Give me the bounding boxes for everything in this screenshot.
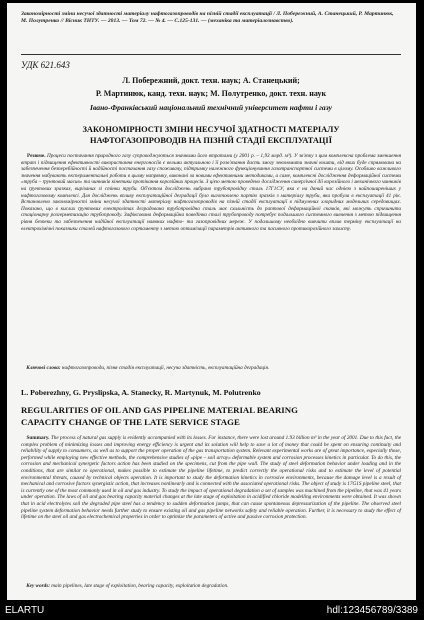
ua-keywords: [21, 365, 401, 372]
handle-link[interactable]: hdl:123456789/3389: [326, 605, 418, 616]
en-authors: L. Poberezhny, G. Pryslipska, A. Stanecky, R. Martynuk, M. Polutrenko: [21, 388, 261, 397]
viewer-footer: [0, 601, 424, 620]
repository-label: ELARTU: [5, 605, 45, 616]
en-abstract-label: Summary.: [26, 435, 50, 441]
ua-title-line2: НАФТОГАЗОПРОВОДІВ НА ПІЗНІЙ СТАДІЇ ЕКСПЛУАТАЦІЇ: [90, 136, 332, 145]
ua-authors-line1: Л. Побережний, докт. техн. наук; А. Станецький;: [122, 76, 300, 85]
citation-header: Закономірності зміни несучої здатності матеріалу нафтогазопроводів на пізній стадії експлуатації / Л. Побережний, А. Станецький, Р. Мартинюк, М. Полутренко // Вісник ТНТУ. — 2013. — Том 72. — № 4. — С.125-131. — (механіка та матеріалознавство).: [21, 11, 394, 24]
en-keywords-text: main pipelines, late stage of exploitation, bearing capacity, exploitation degradation.: [51, 583, 229, 589]
ua-keywords-label: Ключові слова:: [26, 365, 61, 371]
header-rule: [21, 54, 401, 55]
ua-abstract-label: Резюме.: [26, 153, 46, 159]
en-keywords: [21, 583, 401, 590]
udk-code: УДК 621.643: [21, 60, 70, 70]
ua-authors-line2: Р. Мартинюк, канд. техн. наук; М. Полутренко, докт. техн. наук: [95, 89, 327, 98]
en-keywords-label: Key words:: [26, 583, 50, 589]
ua-abstract: [21, 153, 401, 367]
en-title-line1: REGULARITIES OF OIL AND GAS PIPELINE MATERIAL BEARING: [21, 405, 298, 415]
en-title-line2: CAPACITY CHANGE OF THE LATE SERVICE STAGE: [21, 417, 240, 427]
ua-keywords-text: нафтогазопроводи, пізня стадія експлуатації, несуча здатність, експлуатаційна деградація.: [61, 365, 270, 371]
ua-title-line1: ЗАКОНОМІРНОСТІ ЗМІНИ НЕСУЧОЇ ЗДАТНОСТІ МАТЕРІАЛУ: [82, 125, 340, 134]
en-abstract-text: The process of natural gas supply is evidently accompanied with its losses. For instance, there were lost around 1.93 billion m³ in the year of 2001. Due to this fact, the complex problem of minimizing losses and improving energy efficiency is urgent and its solution will help to save a lot of money that could be spent on ensuring continuity and reliability of supply to consumers, as well as to support the proper operation of the gas transportation system. Relevant experimental works are of great importance, especially those, performed while employing new effective methods, the comprehensive studies of «pipe – soil array» deformable system and corrosion processes kinetics in particular. To do this, the corrosion and mechanical synergetic factors action has been studied on the specimens, cut from the pipe wall. The study of steel deformation behavior under loading and in the conditions, that are similar to operational, makes possible to estimate the pipeline lifetime, to predict correctly the operational risks and to estimate the level of potential environmental threats, caused by technical objects operation. It is important to study the deformation kinetics in corrosive environments, because the damage level is a result of mechanical and corrosive factors synergistic action, that increases nonlinearly and is connected with the associated operational risks. The object of study is 17G1S pipeline steel, that is currently one of the most commonly used in oil and gas industry. To study the impact of operational degradation a set of samples was machined from the pipeline, that was 41 years under operation. The laws of oil and gas bearing capacity material changes at the late stage of exploitation in acidified chloride modelling environments were obtained. It was shown that in acid electrolytes soil the degraded pipe steel has a tendency to sudden deformation jumps, that can cause spontaneous depressurization of the pipeline. The observed steel pipeline system deformation behavior needs further study to ensure existing oil and gas pipeline networks safety and reliable operation. Further, it is necessary to study the effect of lifetime on the steel oil and gas electrochemical properties in order to optimize the parameters of active and passive corrosion protection.: [21, 435, 402, 521]
ua-abstract-text: Процеси постачання природного газу супроводжуються значними його втратами (у 2001 р. – 1,93 млрд. м³). У зв'язку з цим комплексна проблема зменшення втрат і підвищення ефективності використання енергоносіїв є вельми актуальною і її розв'язання дасть змогу зекономити значні кошти, від яких буде спрямована на забезпечення безперебійності й надійності постачання газу споживачу, підтримку належного функціонування газотранспортної системи в цілому. Особливо важливого значення набувають експериментальні роботи в цьому напрямку, виконані за новими ефективними методиками, а саме, комплексні дослідження деформаційної системи «труба – ґрунтовий масив» та чинників кінетики протікання корозійних процесів. З цією метою проведено дослідження синергічної дії корозійного і механічного чинників на ґрунтових зразках, вирізаних зі стінки труби. Об'єктом досліджень вибрано трубопровідну сталь 17Г1СУ, яка є на даний час однією з найпоширеніших у нафтогазовому комплексі. Для досліджень впливу експлуатаційної деградації було виготовлено партію зразків з матеріалу труби, яка пробула в експлуатації 41 рік. Встановлено закономірності зміни несучої здатності матеріалу нафтогазопроводів на пізній стадії експлуатації в підмулених хлоридних модельних середовищах. Показано, що в кислих ґрунтових електролітах деградована трубопровідна сталь має схильність до раптової деформаційної скачків, які можуть спричинити стаціонарну розгерметизацію трубопроводу. Зафіксована деформаційна поведінка сталі трубопроводу потребує подальшого системного вивчення з метою підвищення рівня безпеки та забезпечення надійної експлуатації наявних нафто- та газопровідних мереж. У подальшому необхідно вивчити вплив терміну експлуатації на електрохімічні показники сталей нафтогазового сортаменту з метою оптимізації параметрів активного та пасивного протикорозійного захисту.: [21, 153, 402, 232]
en-abstract: [21, 435, 401, 583]
document-page: [7, 3, 416, 600]
institution: Івано-Франківський національний технічний університет нафти і газу: [89, 103, 333, 112]
